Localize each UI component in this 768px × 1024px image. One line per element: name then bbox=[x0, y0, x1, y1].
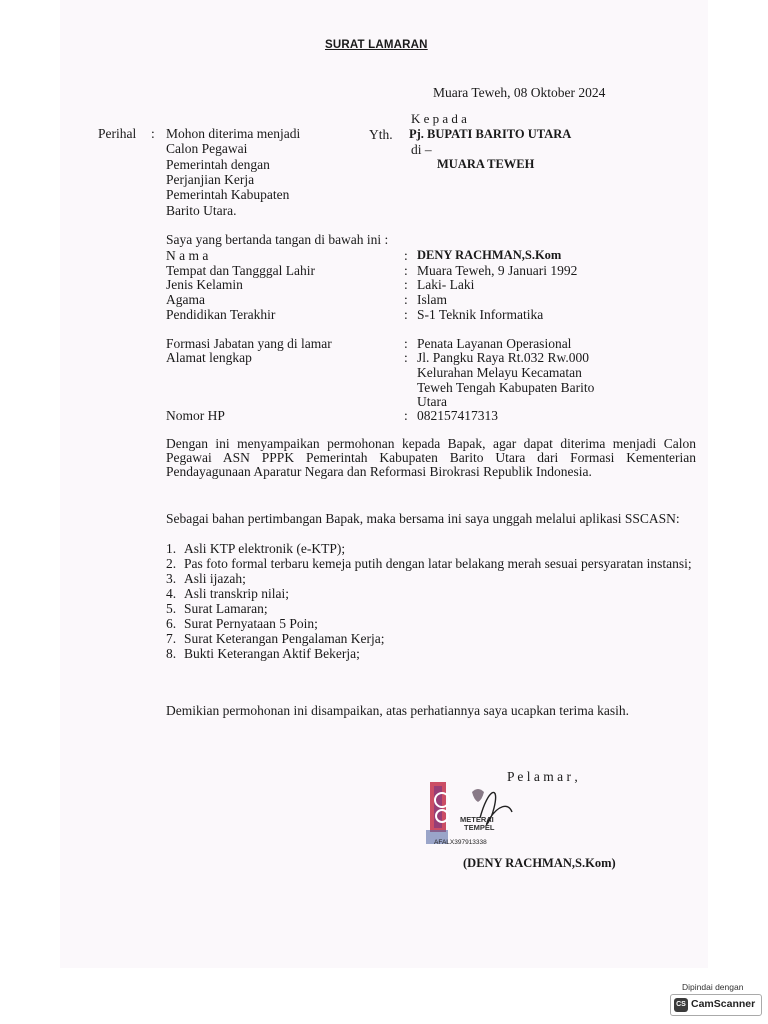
list-item-text: Pas foto formal terbaru kemeja putih dengan latar belakang merah sesuai persyaratan instansi; bbox=[184, 556, 692, 571]
list-item-number: 4. bbox=[166, 586, 177, 601]
stamp-code: AFALX397913338 bbox=[434, 839, 487, 846]
field-value: Muara Teweh, 9 Januari 1992 bbox=[417, 263, 578, 278]
recipient-city: MUARA TEWEH bbox=[437, 157, 535, 171]
list-item-number: 7. bbox=[166, 631, 177, 646]
camscanner-logo-icon: CS bbox=[674, 998, 688, 1012]
list-item-text: Surat Lamaran; bbox=[184, 601, 268, 616]
field-label: Jenis Kelamin bbox=[166, 277, 243, 292]
perihal-line: Barito Utara. bbox=[166, 202, 237, 218]
perihal-line: Perjanjian Kerja bbox=[166, 171, 255, 187]
signature-role: P e l a m a r , bbox=[507, 769, 578, 784]
list-item bbox=[166, 616, 696, 631]
field-label: Nomor HP bbox=[166, 408, 225, 423]
field-colon: : bbox=[404, 408, 408, 423]
perihal-label: Perihal bbox=[98, 126, 137, 141]
list-item bbox=[166, 541, 696, 556]
recipient-di: di – bbox=[411, 142, 432, 157]
field-colon: : bbox=[404, 248, 408, 263]
perihal-line: Calon Pegawai bbox=[166, 141, 248, 157]
camscanner-watermark bbox=[670, 980, 762, 1018]
recipient-yth: Yth. bbox=[369, 127, 393, 142]
intro-text: Saya yang bertanda tangan di bawah ini : bbox=[166, 232, 389, 247]
list-item-number: 6. bbox=[166, 616, 177, 631]
field-label: N a m a bbox=[166, 248, 209, 263]
field-label: Tempat dan Tangggal Lahir bbox=[166, 263, 315, 278]
field-colon: : bbox=[404, 350, 408, 365]
list-item bbox=[166, 601, 696, 616]
field-label: Agama bbox=[166, 292, 205, 307]
list-item-text: Asli ijazah; bbox=[184, 571, 246, 586]
signature-name: (DENY RACHMAN,S.Kom) bbox=[463, 856, 616, 870]
meterai-stamp bbox=[420, 778, 516, 850]
field-colon: : bbox=[404, 292, 408, 307]
list-item-number: 8. bbox=[166, 646, 177, 661]
paragraph-request: Dengan ini menyampaikan permohonan kepada Bapak, agar dapat diterima menjadi Calon Pegawai ASN PPPK Pemerintah Kabupaten Barito Utara dari Formasi Kementerian Pendayagunaan Aparatur Negara dan Reformasi Birokrasi Republik Indonesia. bbox=[166, 436, 696, 479]
document-page bbox=[60, 0, 708, 968]
list-item-text: Asli KTP elektronik (e-KTP); bbox=[184, 541, 346, 556]
list-item-text: Surat Pernyataan 5 Poin; bbox=[184, 616, 318, 631]
field-label: Alamat lengkap bbox=[166, 350, 252, 365]
stamp-text-meterai: METERAI bbox=[460, 815, 494, 824]
list-item-number: 5. bbox=[166, 601, 177, 616]
document-title: SURAT LAMARAN bbox=[325, 39, 428, 51]
list-item bbox=[166, 631, 696, 646]
field-value: S-1 Teknik Informatika bbox=[417, 307, 544, 322]
field-value: Teweh Tengah Kabupaten Barito bbox=[417, 380, 595, 395]
place-date: Muara Teweh, 08 Oktober 2024 bbox=[433, 85, 606, 100]
perihal-line: Mohon diterima menjadi bbox=[166, 126, 301, 141]
field-colon: : bbox=[404, 336, 408, 351]
field-label: Pendidikan Terakhir bbox=[166, 307, 276, 322]
field-value: Laki- Laki bbox=[417, 277, 475, 292]
perihal-colon: : bbox=[151, 126, 155, 141]
paragraph-attachments-intro: Sebagai bahan pertimbangan Bapak, maka bersama ini saya unggah melalui aplikasi SSCASN: bbox=[166, 511, 680, 526]
list-item-number: 3. bbox=[166, 571, 177, 586]
field-label: Formasi Jabatan yang di lamar bbox=[166, 336, 332, 351]
field-value: Jl. Pangku Raya Rt.032 Rw.000 bbox=[417, 350, 589, 365]
attachment-list bbox=[166, 541, 696, 661]
field-value: Utara bbox=[417, 394, 447, 409]
list-item-text: Surat Keterangan Pengalaman Kerja; bbox=[184, 631, 385, 646]
list-item-text: Bukti Keterangan Aktif Bekerja; bbox=[184, 646, 360, 661]
recipient-kepada: K e p a d a bbox=[411, 111, 467, 126]
field-colon: : bbox=[404, 307, 408, 322]
perihal-line: Pemerintah Kabupaten bbox=[166, 187, 290, 203]
list-item-text: Asli transkrip nilai; bbox=[184, 586, 289, 601]
scanner-brand: CamScanner bbox=[691, 998, 756, 1010]
field-colon: : bbox=[404, 263, 408, 278]
list-item bbox=[166, 556, 696, 571]
list-item-number: 2. bbox=[166, 556, 177, 571]
field-colon: : bbox=[404, 277, 408, 292]
field-value: 082157417313 bbox=[417, 408, 498, 423]
list-item bbox=[166, 571, 696, 586]
perihal-line: Pemerintah dengan bbox=[166, 156, 270, 172]
scanner-logo-box bbox=[670, 994, 762, 1016]
list-item bbox=[166, 586, 696, 601]
field-value: Penata Layanan Operasional bbox=[417, 336, 572, 351]
field-value: Kelurahan Melayu Kecamatan bbox=[417, 365, 582, 380]
recipient-name: Pj. BUPATI BARITO UTARA bbox=[409, 127, 572, 141]
stamp-text-tempel: TEMPEL bbox=[464, 823, 495, 832]
closing-paragraph: Demikian permohonan ini disampaikan, atas perhatiannya saya ucapkan terima kasih. bbox=[166, 703, 629, 718]
scanner-caption: Dipindai dengan bbox=[682, 982, 744, 992]
list-item bbox=[166, 646, 696, 661]
field-value: DENY RACHMAN,S.Kom bbox=[417, 248, 562, 262]
list-item-number: 1. bbox=[166, 541, 177, 556]
field-value: Islam bbox=[417, 292, 447, 307]
